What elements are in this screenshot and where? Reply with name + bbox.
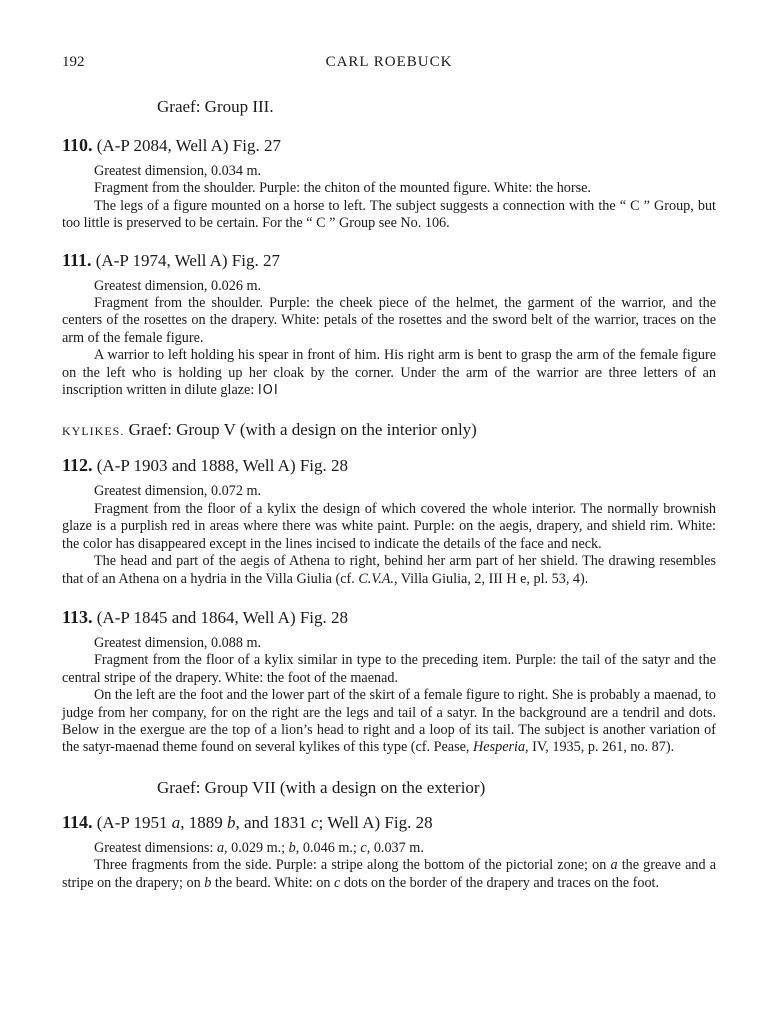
dim-letter: c: [360, 839, 367, 856]
paragraph-text: A warrior to left holding his spear in front of him. His right arm is bent to grasp the arm of the female figure on the left who is holding up her cloak by the corner. Under the arm of the warrior are three letters of an inscription written in dilute glaze:: [62, 347, 716, 399]
entry-number: 112.: [62, 455, 93, 476]
entry-114-dimensions: [62, 840, 716, 857]
entry-110-heading: [62, 134, 716, 157]
entry-114-paragraph-1: [62, 857, 716, 892]
paragraph-text: On the left are the foot and the lower part of the skirt of a female figure to right. She is probably a maenad, to judge from her company, for on the right are the legs and tail of a satyr. In the background are a tendril and dots. Below in the exergue are the top of a lion’s head to right and a loop of its tail. The subject is another variation of the satyr-maenad theme found on several kylikes of this type (cf. Pease,: [62, 687, 716, 756]
ref-part: ; Well A) Fig. 28: [318, 812, 433, 832]
entry-112-heading: [62, 454, 716, 477]
ref-part: , 1889: [180, 812, 223, 832]
entry-reference: [97, 813, 433, 832]
entry-114-heading: [62, 811, 716, 834]
ref-letter: a: [171, 812, 181, 832]
group-v-heading: Graef: Group V (with a design on the interior only): [128, 420, 477, 440]
paragraph-text: , Villa Giulia, 2, III H e, pl. 53, 4).: [393, 570, 589, 587]
ref-letter: b: [226, 812, 236, 832]
fragment-letter: c: [334, 874, 341, 891]
entry-113-dimension: Greatest dimension, 0.088 m.: [94, 634, 262, 651]
entry-113-paragraph-2: [62, 687, 716, 757]
kylikes-heading: [62, 419, 716, 442]
dim-value: , 0.046 m.;: [295, 839, 357, 856]
entry-reference: (A-P 1903 and 1888, Well A) Fig. 28: [96, 456, 349, 476]
ref-part: , and 1831: [235, 812, 307, 832]
dim-label: Greatest dimensions:: [94, 839, 214, 856]
entry-110-paragraph-2: The legs of a figure mounted on a horse to left. The subject suggests a connection with the “ C ” Group, but too little is preserved to be certain. For the “ C ” Group see No. 106.: [62, 197, 716, 232]
fragment-letter: a: [610, 857, 618, 874]
dim-value: , 0.029 m.;: [224, 839, 286, 856]
dim-letter: a: [216, 839, 225, 856]
citation-italic: Hesperia: [473, 739, 526, 756]
group-iii-heading: Graef: Group III.: [157, 97, 274, 116]
running-head: [62, 54, 716, 76]
entry-112-paragraph-1: Fragment from the floor of a kylix the design of which covered the whole interior. The normally brownish glaze is a purplish red in areas where there was white paint. Purple: on the aegis, drapery, and shield rim. White: the color has disappeared except in the lines incised to indicate the details of the face and neck.: [62, 500, 716, 552]
entry-111-dimension: Greatest dimension, 0.026 m.: [94, 277, 262, 294]
entry-number: 114.: [62, 811, 93, 832]
entry-111-heading: [62, 249, 716, 272]
page: [62, 54, 716, 892]
paragraph-text: The head and part of the aegis of Athena to right, behind her arm part of her shield. The drawing resembles that of an Athena on a hydria in the Villa Giulia (cf.: [62, 553, 716, 587]
dim-letter: b: [288, 839, 296, 856]
paragraph-text: dots on the border of the drapery and traces on the foot.: [343, 874, 660, 891]
entry-111-paragraph-2: [62, 347, 716, 399]
ref-letter: c: [311, 812, 319, 832]
paragraph-text: the beard. White: on: [214, 874, 331, 891]
entry-112-dimension: Greatest dimension, 0.072 m.: [94, 483, 262, 500]
entry-number: 113.: [62, 606, 93, 627]
entry-113-paragraph-1: Fragment from the floor of a kylix similar in type to the preceding item. Purple: the tail of the satyr and the central stripe of the drapery. White: the foot of the maenad.: [62, 652, 716, 686]
running-title: CARL ROEBUCK: [325, 54, 453, 70]
entry-reference: (A-P 1845 and 1864, Well A) Fig. 28: [96, 607, 349, 627]
group-vii-heading: Graef: Group VII (with a design on the exterior): [157, 777, 486, 797]
dim-value: , 0.037 m.: [366, 839, 424, 856]
entry-111-paragraph-1: Fragment from the shoulder. Purple: the cheek piece of the helmet, the garment of the warrior, and the centers of the rosettes on the drapery. White: petals of the rosettes and the sword belt of the warrior, traces on the arm of the female figure.: [62, 295, 716, 346]
entry-110-dimension: Greatest dimension, 0.034 m.: [94, 163, 262, 179]
entry-reference: (A-P 2084, Well A) Fig. 27: [96, 136, 281, 155]
entry-110-paragraph-1: Fragment from the shoulder. Purple: the chiton of the mounted figure. White: the horse.: [94, 180, 591, 197]
page-number: 192: [62, 54, 85, 70]
entry-112-paragraph-2: [62, 553, 716, 588]
fragment-letter: b: [204, 874, 212, 891]
entry-number: 111.: [62, 249, 92, 270]
paragraph-text: , IV, 1935, p. 261, no. 87).: [525, 739, 675, 756]
kylikes-label: KYLIKES.: [62, 424, 125, 439]
citation-italic: C.V.A.: [358, 570, 394, 587]
paragraph-text: the greave and a stripe on the drapery; on: [62, 857, 717, 891]
entry-number: 110.: [62, 135, 93, 155]
paragraph-text: Three fragments from the side. Purple: a stripe along the bottom of the pictorial zone; on: [94, 857, 607, 874]
entry-113-heading: [62, 606, 716, 629]
inscription-letters: ΙΟΙ: [257, 383, 279, 399]
ref-part: (A-P 1951: [96, 812, 168, 832]
entry-reference: (A-P 1974, Well A) Fig. 27: [95, 250, 280, 270]
